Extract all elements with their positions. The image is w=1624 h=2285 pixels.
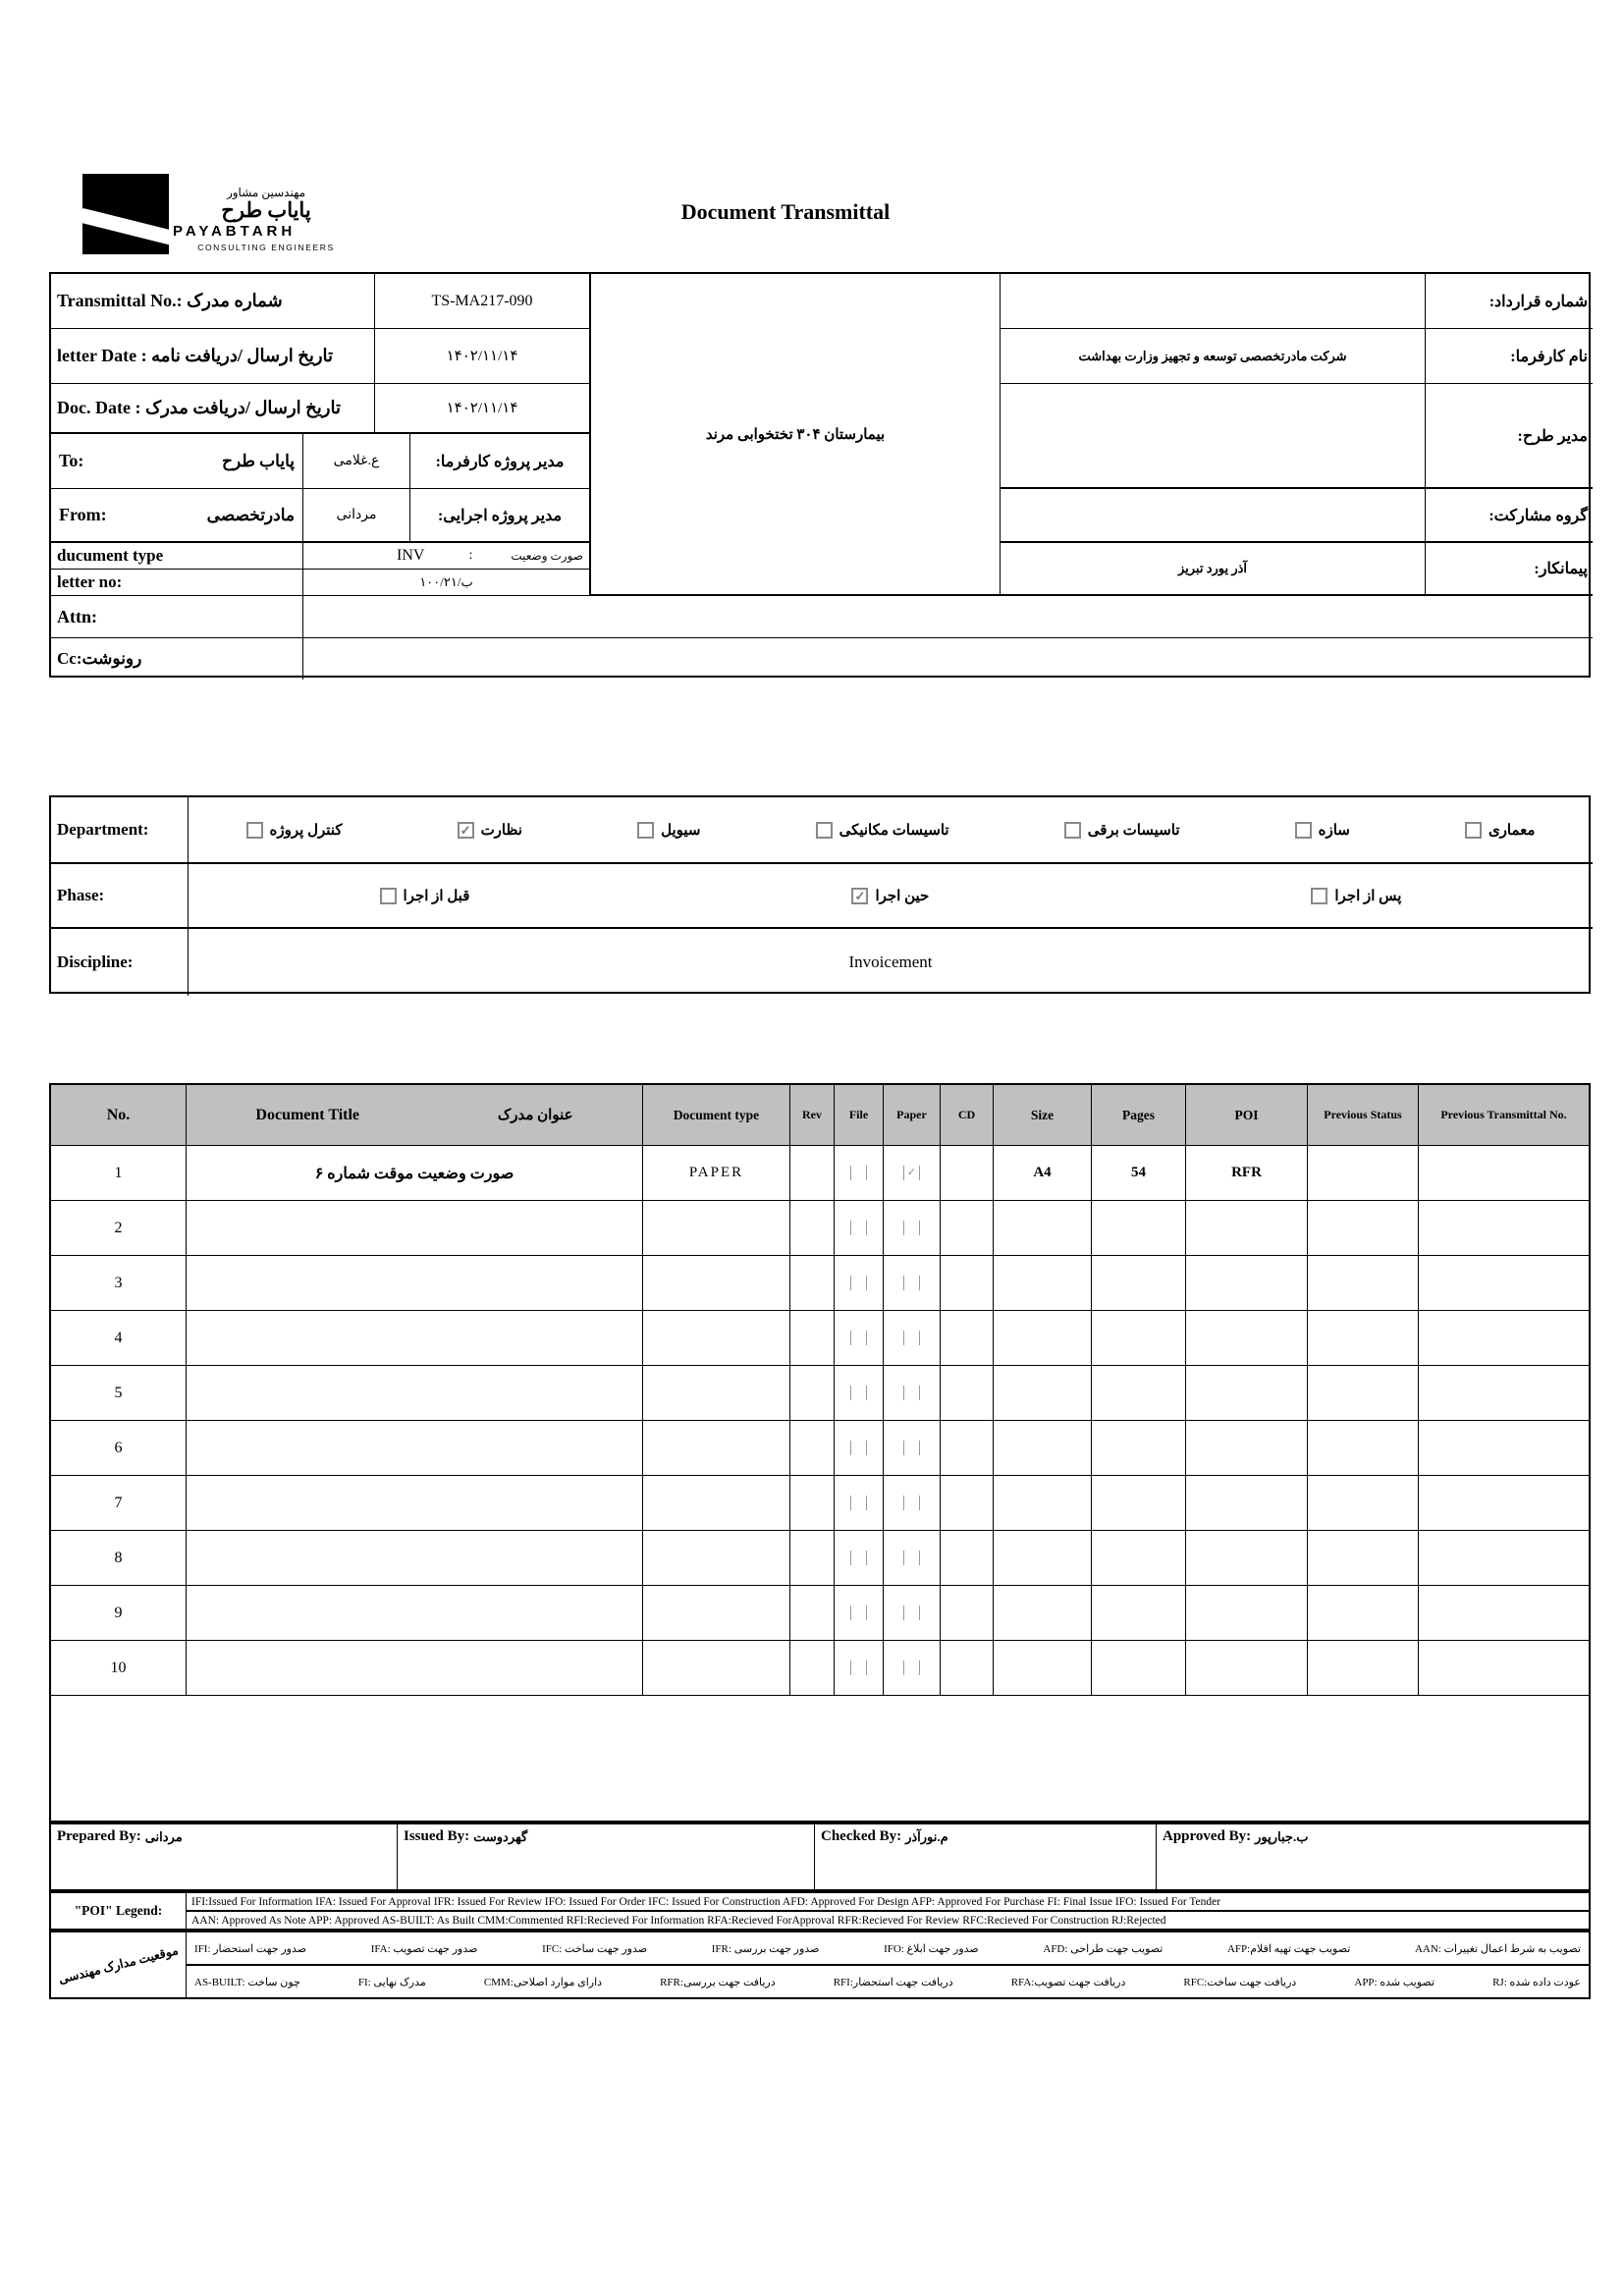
client-name-label: نام کارفرما:: [1426, 329, 1593, 384]
department-option-label: سیویل: [661, 822, 701, 839]
row-prev-status: [1308, 1146, 1419, 1201]
row-paper: [884, 1311, 941, 1366]
row-prev-status: [1308, 1256, 1419, 1311]
col-header-rev: Rev: [790, 1085, 835, 1146]
department-option-checkbox[interactable]: [1465, 822, 1482, 839]
row-pages: [1092, 1641, 1186, 1696]
row-cd: [941, 1256, 994, 1311]
checked-by-cell: [815, 1824, 1157, 1889]
from-value: مادرتخصصی: [206, 505, 295, 524]
phase-label: Phase:: [51, 864, 189, 929]
doctype-value-cell: [303, 543, 591, 570]
row-title: [187, 1366, 643, 1421]
discipline-value: Invoicement: [848, 952, 933, 971]
cc-value: [303, 638, 1593, 680]
row-doctype: [643, 1531, 790, 1586]
row-cd: [941, 1311, 994, 1366]
paper-checkbox[interactable]: [903, 1221, 920, 1235]
doctype-colon: :: [468, 548, 473, 563]
department-label: Department:: [51, 797, 189, 864]
row-prev-transmittal: [1419, 1586, 1589, 1641]
row-rev: [790, 1641, 835, 1696]
row-pages: [1092, 1476, 1186, 1531]
to-cell: [51, 434, 303, 489]
row-rev: [790, 1421, 835, 1476]
department-option-label: معماری: [1488, 822, 1536, 839]
row-prev-transmittal: [1419, 1311, 1589, 1366]
department-option-label: سازه: [1318, 822, 1350, 839]
department-option-checkbox[interactable]: [1064, 822, 1081, 839]
row-doctype: PAPER: [643, 1146, 790, 1201]
letter-date-label: letter Date : تاریخ ارسال /دریافت نامه: [51, 329, 375, 384]
info-table: [49, 272, 1591, 678]
file-checkbox[interactable]: [850, 1386, 867, 1400]
paper-checkbox[interactable]: [903, 1660, 920, 1675]
row-no: 6: [51, 1421, 187, 1476]
paper-checkbox[interactable]: [903, 1276, 920, 1290]
doctype-fa: صورت وضعیت: [511, 548, 583, 563]
row-title: [187, 1476, 643, 1531]
row-no: 1: [51, 1146, 187, 1201]
row-title: صورت وضعیت موقت شماره ۶: [187, 1146, 643, 1201]
col-header-prev-status: Previous Status: [1308, 1085, 1419, 1146]
paper-checkbox[interactable]: [903, 1605, 920, 1620]
department-option-item: [458, 821, 522, 840]
to-person: ع.غلامی: [303, 434, 410, 489]
file-checkbox[interactable]: [850, 1441, 867, 1455]
prepared-by-name: مردانی: [144, 1829, 183, 1844]
col-header-doctype: Document type: [643, 1085, 790, 1146]
row-no: 2: [51, 1201, 187, 1256]
file-checkbox[interactable]: [850, 1221, 867, 1235]
col-header-prev-transmittal: Previous Transmittal No.: [1419, 1085, 1589, 1146]
row-doctype: [643, 1366, 790, 1421]
row-file: [835, 1421, 884, 1476]
table-empty-area: [51, 1696, 1589, 1821]
department-option-label: تاسیسات مکانیکی: [839, 822, 949, 839]
phase-option-item: [1311, 887, 1401, 905]
row-size: [994, 1201, 1092, 1256]
row-cd: [941, 1586, 994, 1641]
department-option-item: [1064, 821, 1180, 840]
legend-entry: IFO: صدور جهت ابلاغ: [884, 1942, 979, 1955]
doc-status-legend-row-1: [187, 1932, 1589, 1966]
row-file: [835, 1586, 884, 1641]
row-title: [187, 1421, 643, 1476]
transmittal-no-label: Transmittal No.: شماره مدرک: [51, 274, 375, 329]
logo-fa-name: پایاب طرح: [221, 198, 311, 223]
project-name: بیمارستان ۳۰۴ تختخوابی مرند: [591, 274, 1001, 596]
doctype-value: INV: [397, 547, 425, 564]
checked-by-label: Checked By:: [821, 1828, 902, 1844]
row-file: [835, 1201, 884, 1256]
row-prev-status: [1308, 1641, 1419, 1696]
row-title: [187, 1256, 643, 1311]
row-doctype: [643, 1586, 790, 1641]
legend-entry: IFC: صدور جهت ساخت: [542, 1942, 648, 1955]
row-cd: [941, 1146, 994, 1201]
row-no: 4: [51, 1311, 187, 1366]
row-doctype: [643, 1421, 790, 1476]
row-paper: [884, 1476, 941, 1531]
from-label: From:: [59, 505, 107, 524]
row-title: [187, 1586, 643, 1641]
row-prev-status: [1308, 1311, 1419, 1366]
cc-label: Cc:رونوشت: [51, 638, 303, 680]
department-option-checkbox[interactable]: ✓: [458, 822, 474, 839]
prepared-by-cell: [51, 1824, 398, 1889]
approved-by-name: ب.جبارپور: [1255, 1829, 1309, 1844]
file-checkbox[interactable]: [850, 1605, 867, 1620]
department-option-checkbox[interactable]: [816, 822, 833, 839]
legend-entry: RFA:دریافت جهت تصویب: [1010, 1976, 1126, 1988]
phase-option-label: قبل از اجرا: [403, 888, 470, 904]
row-no: 10: [51, 1641, 187, 1696]
row-poi: [1186, 1366, 1308, 1421]
partnership-value: [1001, 489, 1426, 543]
checked-by-name: م.نورآذر: [905, 1829, 948, 1844]
partnership-label: گروه مشارکت:: [1426, 489, 1593, 543]
design-manager-value: [1001, 384, 1426, 489]
row-file: [835, 1256, 884, 1311]
row-poi: [1186, 1311, 1308, 1366]
legend-entry: AFD: تصویب جهت طراحی: [1043, 1942, 1164, 1955]
row-paper: [884, 1641, 941, 1696]
row-file: [835, 1311, 884, 1366]
approved-by-label: Approved By:: [1163, 1828, 1252, 1844]
department-options: [189, 797, 1593, 864]
approved-by-cell: [1157, 1824, 1589, 1889]
row-rev: [790, 1146, 835, 1201]
row-no: 8: [51, 1531, 187, 1586]
row-prev-status: [1308, 1366, 1419, 1421]
paper-checkbox[interactable]: [903, 1551, 920, 1565]
row-paper: [884, 1201, 941, 1256]
row-prev-transmittal: [1419, 1366, 1589, 1421]
contractor-label: پیمانکار:: [1426, 543, 1593, 596]
client-name-value: شرکت مادرتخصصی توسعه و تجهیز وزارت بهداشت: [1001, 329, 1426, 384]
legend-entry: RFC:دریافت جهت ساخت: [1183, 1976, 1297, 1988]
row-size: A4: [994, 1146, 1092, 1201]
row-file: [835, 1366, 884, 1421]
phase-options: [189, 864, 1593, 929]
row-rev: [790, 1586, 835, 1641]
logo-en-name: PAYABTARH: [173, 223, 297, 241]
issued-by-cell: [398, 1824, 815, 1889]
row-poi: RFR: [1186, 1146, 1308, 1201]
department-option-label: نظارت: [480, 822, 522, 839]
page-title: Document Transmittal: [680, 199, 891, 224]
legend-entry: AFP:تصویب جهت تهیه اقلام: [1226, 1942, 1351, 1955]
row-pages: 54: [1092, 1146, 1186, 1201]
department-option-checkbox[interactable]: [246, 822, 263, 839]
legend-entry: RJ: عودت داده شده: [1492, 1976, 1581, 1988]
poi-legend-line-2: AAN: Approved As Note APP: Approved AS-BUILT: As Built CMM:Commented RFI:Recieved For Information RFA:Recieved ForApproval RFR:Recieved For Review RFC:Recieved For Construction RJ:Rejected: [191, 1914, 1166, 1927]
row-prev-transmittal: [1419, 1256, 1589, 1311]
row-size: [994, 1641, 1092, 1696]
paper-checkbox[interactable]: [903, 1496, 920, 1510]
phase-option-label: حین اجرا: [875, 888, 930, 904]
poi-legend-line-1: IFI:Issued For Information IFA: Issued For Approval IFR: Issued For Review IFO: Issued For Order IFC: Issued For Construction AFD: Approved For Design AFP: Approved For Purchase FI: Final Issue IFO: Issued For Tender: [187, 1893, 1589, 1912]
row-cd: [941, 1366, 994, 1421]
from-person: مردانی: [303, 489, 410, 543]
doc-status-legend: [49, 1931, 1591, 1999]
issued-by-name: گهردوست: [473, 1829, 528, 1844]
row-paper: [884, 1421, 941, 1476]
row-poi: [1186, 1421, 1308, 1476]
row-paper: [884, 1256, 941, 1311]
letter-no-label: letter no:: [51, 570, 303, 596]
row-size: [994, 1311, 1092, 1366]
phase-option-checkbox[interactable]: [1311, 888, 1327, 904]
poi-legend-lines: [187, 1893, 1589, 1929]
legend-entry: RFI:دریافت جهت استحضار: [833, 1976, 953, 1988]
row-cd: [941, 1476, 994, 1531]
doc-status-legend-row-2: [187, 1966, 1589, 1997]
doc-date-value: ۱۴۰۲/۱۱/۱۴: [375, 384, 591, 434]
to-label: To:: [59, 451, 84, 470]
row-file: [835, 1146, 884, 1201]
paper-checkbox[interactable]: [903, 1331, 920, 1345]
row-paper: [884, 1366, 941, 1421]
row-no: 9: [51, 1586, 187, 1641]
row-pages: [1092, 1366, 1186, 1421]
col-header-title: [187, 1085, 643, 1146]
row-cd: [941, 1641, 994, 1696]
legend-entry: IFI: صدور جهت استحضار: [194, 1942, 307, 1955]
row-pages: [1092, 1586, 1186, 1641]
col-header-title-fa: عنوان مدرک: [497, 1108, 573, 1123]
department-option-item: [1465, 821, 1536, 840]
row-cd: [941, 1421, 994, 1476]
row-prev-transmittal: [1419, 1201, 1589, 1256]
row-prev-status: [1308, 1531, 1419, 1586]
logo-en-sub: CONSULTING ENGINEERS: [197, 242, 335, 252]
prepared-by-label: Prepared By:: [57, 1828, 141, 1844]
row-poi: [1186, 1586, 1308, 1641]
row-poi: [1186, 1531, 1308, 1586]
department-option-item: [246, 821, 343, 840]
row-file: [835, 1531, 884, 1586]
department-option-item: [637, 821, 700, 840]
file-checkbox[interactable]: [850, 1551, 867, 1565]
row-prev-status: [1308, 1476, 1419, 1531]
row-pages: [1092, 1531, 1186, 1586]
row-cd: [941, 1201, 994, 1256]
row-prev-transmittal: [1419, 1641, 1589, 1696]
document-table: [49, 1083, 1591, 1823]
logo-fa-small: مهندسین مشاور: [226, 186, 306, 199]
row-prev-transmittal: [1419, 1476, 1589, 1531]
row-file: [835, 1641, 884, 1696]
department-option-checkbox[interactable]: [637, 822, 654, 839]
file-checkbox[interactable]: [850, 1276, 867, 1290]
issued-by-label: Issued By:: [404, 1828, 470, 1844]
row-size: [994, 1366, 1092, 1421]
row-prev-transmittal: [1419, 1146, 1589, 1201]
legend-entry: IFA: صدور جهت تصویب: [370, 1942, 478, 1955]
row-prev-transmittal: [1419, 1421, 1589, 1476]
department-option-item: [816, 821, 949, 840]
legend-entry: RFR:دریافت جهت بررسی: [660, 1976, 776, 1988]
legend-entry: FI: مدرک نهایی: [357, 1976, 426, 1988]
row-size: [994, 1421, 1092, 1476]
signature-row: [49, 1823, 1591, 1891]
phase-option-label: پس از اجرا: [1334, 888, 1402, 904]
row-poi: [1186, 1641, 1308, 1696]
row-title: [187, 1641, 643, 1696]
file-checkbox[interactable]: [850, 1496, 867, 1510]
row-rev: [790, 1201, 835, 1256]
department-option-label: کنترل پروژه: [269, 822, 343, 839]
attn-label: Attn:: [51, 596, 303, 638]
doc-status-legend-rows: [187, 1932, 1589, 1997]
row-pages: [1092, 1256, 1186, 1311]
row-title: [187, 1311, 643, 1366]
row-prev-transmittal: [1419, 1531, 1589, 1586]
row-rev: [790, 1311, 835, 1366]
row-prev-status: [1308, 1586, 1419, 1641]
row-no: 5: [51, 1366, 187, 1421]
letter-no-value: ب/۱۰۰/۲۱: [303, 570, 591, 596]
department-option-item: [1295, 821, 1350, 840]
col-header-poi: POI: [1186, 1085, 1308, 1146]
col-header-size: Size: [994, 1085, 1092, 1146]
department-option-label: تاسیسات برقی: [1087, 822, 1180, 839]
file-checkbox[interactable]: [850, 1660, 867, 1675]
row-pages: [1092, 1421, 1186, 1476]
paper-checkbox[interactable]: [903, 1441, 920, 1455]
row-size: [994, 1586, 1092, 1641]
col-header-title-en: Document Title: [255, 1106, 360, 1123]
row-no: 3: [51, 1256, 187, 1311]
classification-table: [49, 795, 1591, 994]
col-header-pages: Pages: [1092, 1085, 1186, 1146]
row-paper: [884, 1586, 941, 1641]
row-no: 7: [51, 1476, 187, 1531]
legend-entry: AS-BUILT: چون ساخت: [194, 1976, 300, 1988]
row-size: [994, 1476, 1092, 1531]
transmittal-no-value: TS-MA217-090: [375, 274, 591, 329]
row-rev: [790, 1531, 835, 1586]
doctype-label: ducument type: [51, 543, 303, 570]
phase-option-item: [380, 887, 470, 905]
row-rev: [790, 1366, 835, 1421]
row-poi: [1186, 1256, 1308, 1311]
phase-option-checkbox[interactable]: ✓: [851, 888, 868, 904]
row-doctype: [643, 1201, 790, 1256]
col-header-no: No.: [51, 1085, 187, 1146]
row-file: [835, 1476, 884, 1531]
row-poi: [1186, 1476, 1308, 1531]
contract-no-label: شماره قرارداد:: [1426, 274, 1593, 329]
file-checkbox[interactable]: [850, 1166, 867, 1180]
row-doctype: [643, 1256, 790, 1311]
row-cd: [941, 1531, 994, 1586]
row-paper: [884, 1531, 941, 1586]
row-prev-status: [1308, 1421, 1419, 1476]
row-pages: [1092, 1201, 1186, 1256]
legend-entry: CMM:دارای موارد اصلاحی: [483, 1976, 603, 1988]
design-manager-label: مدیر طرح:: [1426, 384, 1593, 489]
row-size: [994, 1256, 1092, 1311]
row-title: [187, 1531, 643, 1586]
contract-no-value: [1001, 274, 1426, 329]
doc-status-legend-side-label: موقعیت مدارک مهندسی: [51, 1932, 187, 1997]
row-pages: [1092, 1311, 1186, 1366]
exec-pm-label: مدیر پروژه اجرایی:: [410, 489, 591, 543]
department-option-checkbox[interactable]: [1295, 822, 1312, 839]
to-value: پایاب طرح: [222, 451, 295, 470]
contractor-name: آذر یورد تبریز: [1001, 543, 1426, 596]
row-rev: [790, 1476, 835, 1531]
discipline-label: Discipline:: [51, 929, 189, 996]
from-cell: [51, 489, 303, 543]
row-size: [994, 1531, 1092, 1586]
row-paper: [884, 1146, 941, 1201]
row-prev-status: [1308, 1201, 1419, 1256]
row-doctype: [643, 1311, 790, 1366]
col-header-paper: Paper: [884, 1085, 941, 1146]
row-title: [187, 1201, 643, 1256]
doc-date-label: Doc. Date : تاریخ ارسال /دریافت مدرک: [51, 384, 375, 434]
paper-checkbox[interactable]: [903, 1386, 920, 1400]
client-pm-label: مدیر پروژه کارفرما:: [410, 434, 591, 489]
legend-entry: APP: تصویب شده: [1354, 1976, 1435, 1988]
col-header-file: File: [835, 1085, 884, 1146]
row-doctype: [643, 1641, 790, 1696]
file-checkbox[interactable]: [850, 1331, 867, 1345]
row-rev: [790, 1256, 835, 1311]
poi-legend-label: "POI" Legend:: [51, 1893, 187, 1929]
row-poi: [1186, 1201, 1308, 1256]
attn-value: [303, 596, 1593, 638]
poi-legend: [49, 1891, 1591, 1931]
legend-entry: AAN: تصویب به شرط اعمال تغییرات: [1414, 1942, 1581, 1955]
legend-entry: IFR: صدور جهت بررسی: [711, 1942, 820, 1955]
letter-date-value: ۱۴۰۲/۱۱/۱۴: [375, 329, 591, 384]
phase-option-item: [851, 887, 929, 905]
row-doctype: [643, 1476, 790, 1531]
col-header-cd: CD: [941, 1085, 994, 1146]
paper-checkbox[interactable]: ✓: [903, 1166, 920, 1180]
phase-option-checkbox[interactable]: [380, 888, 397, 904]
